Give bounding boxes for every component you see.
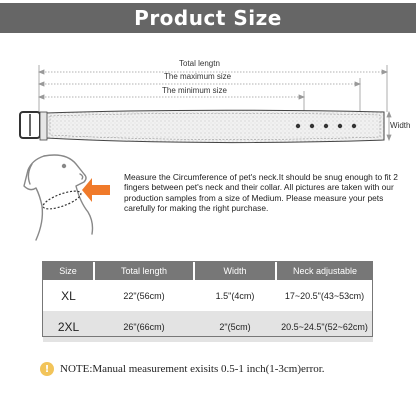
table-row	[43, 280, 373, 311]
collar-diagram	[0, 40, 416, 160]
note-text: NOTE:Manual measurement exisits 0.5-1 inch(1-3cm)error.	[60, 363, 325, 375]
header-banner	[0, 0, 416, 36]
cell-width: 2"(5cm)	[194, 311, 276, 342]
width-label: Width	[390, 121, 411, 130]
dog-neck-illustration	[14, 152, 114, 244]
cell-neck-adjustable: 20.5~24.5"(52~62cm)	[276, 311, 373, 342]
measurement-instructions: Measure the Circumference of pet's neck.It should be snug enough to fit 2 fingers between pet's neck and their collar. All pictures are taken with our production samples from a size of Medium. Please measure your pets carefully for making the right purchase.	[124, 172, 398, 213]
header-neck-adjustable: Neck adjustable	[276, 262, 373, 280]
min-size-label: The minimum size	[162, 86, 227, 95]
collar-illustration	[20, 110, 384, 142]
size-table	[43, 262, 373, 342]
cell-size: XL	[43, 280, 94, 311]
cell-total-length: 22"(56cm)	[94, 280, 194, 311]
table-row	[43, 311, 373, 342]
header-size: Size	[43, 262, 94, 280]
measure-arrow-icon	[82, 178, 110, 202]
max-size-line	[39, 78, 360, 112]
total-length-label: Total lengtn	[179, 59, 220, 68]
cell-width: 1.5"(4cm)	[194, 280, 276, 311]
exclamation-icon: !	[40, 362, 54, 376]
header-width: Width	[194, 262, 276, 280]
max-size-label: The maximum size	[164, 72, 232, 81]
header-total-length: Total length	[94, 262, 194, 280]
cell-total-length: 26"(66cm)	[94, 311, 194, 342]
note-line	[40, 360, 325, 378]
cell-size: 2XL	[43, 311, 94, 342]
cell-neck-adjustable: 17~20.5"(43~53cm)	[276, 280, 373, 311]
table-header-row	[43, 262, 373, 280]
page-title: Product Size	[134, 6, 282, 30]
